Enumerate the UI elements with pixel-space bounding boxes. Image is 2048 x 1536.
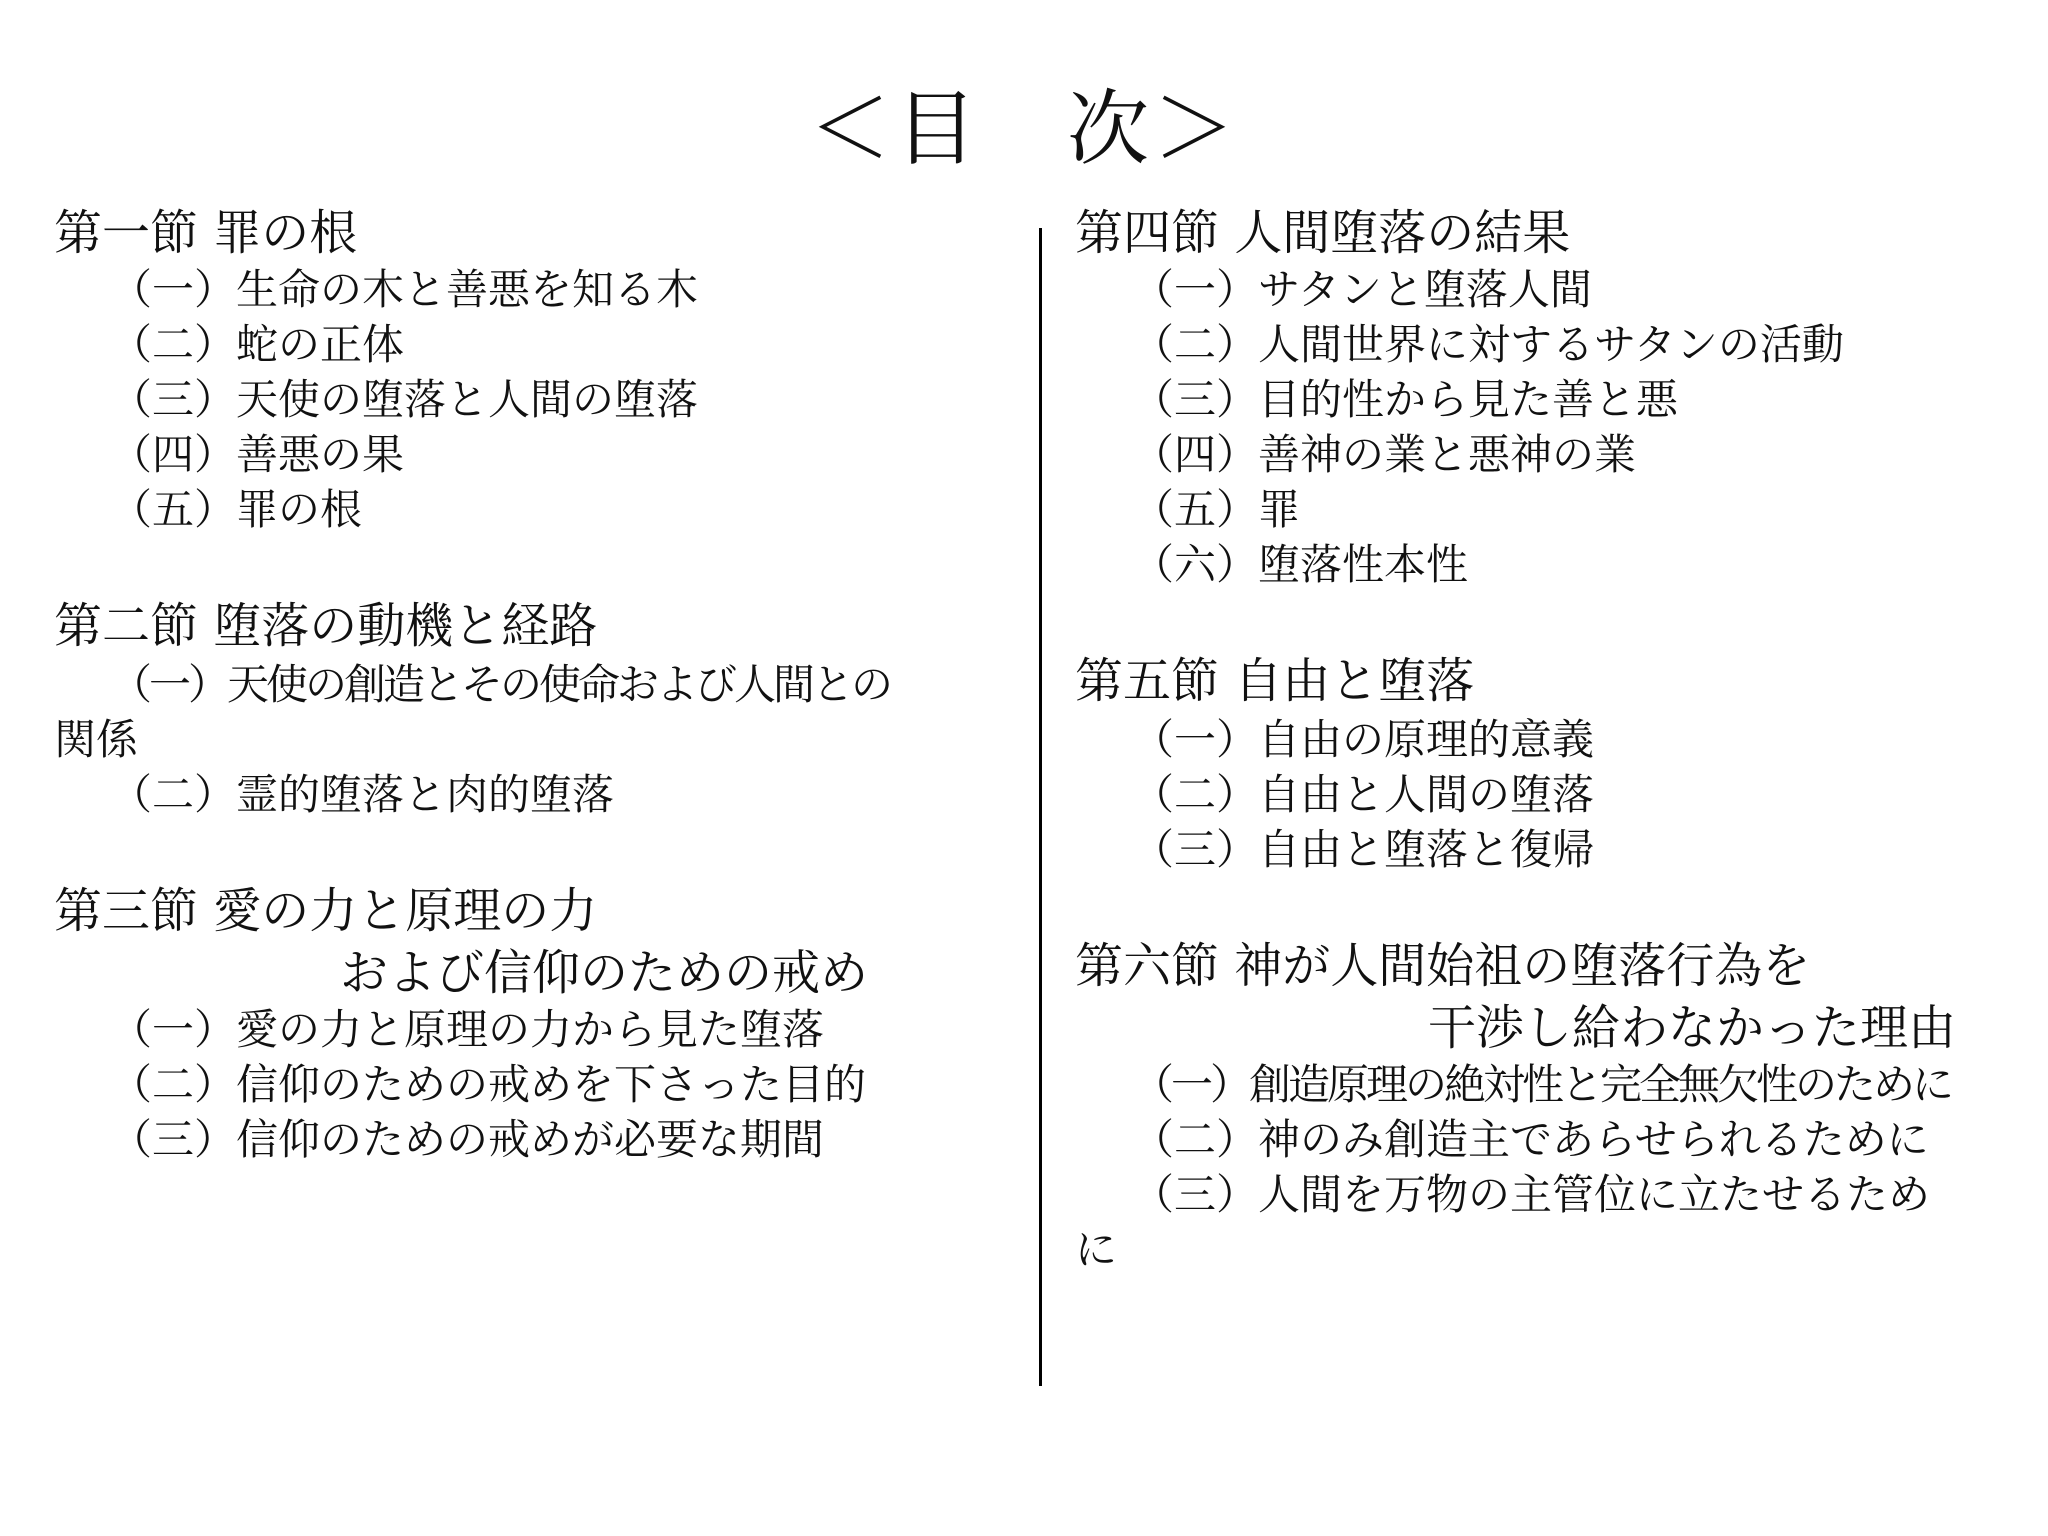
toc-item: （二）信仰のための戒めを下さった目的 (110, 1060, 867, 1109)
column-divider (1039, 228, 1042, 1386)
toc-item: （一）愛の力と原理の力から見た堕落 (110, 1005, 825, 1054)
toc-item: （二）人間世界に対するサタンの活動 (1132, 320, 1844, 369)
toc-item-continuation: に (1075, 1225, 1118, 1274)
toc-item: （六）堕落性本性 (1132, 540, 1469, 589)
section-heading-6-continuation: 干渉し給わなかった理由 (1428, 1000, 1957, 1056)
section-heading-6: 第六節 神が人間始祖の堕落行為を (1075, 938, 1811, 994)
section-heading-4: 第四節 人間堕落の結果 (1075, 205, 1571, 261)
toc-item: （三）天使の堕落と人間の堕落 (110, 375, 699, 424)
page-title: ＜目 次＞ (808, 82, 1239, 177)
toc-item: （五）罪 (1132, 485, 1301, 534)
toc-item: （四）善神の業と悪神の業 (1132, 430, 1637, 479)
section-heading-3-continuation: および信仰のための戒め (340, 945, 869, 1001)
section-heading-5: 第五節 自由と堕落 (1075, 653, 1475, 709)
toc-item: （一）生命の木と善悪を知る木 (110, 265, 699, 314)
toc-item: （二）神のみ創造主であらせられるために (1132, 1115, 1929, 1164)
toc-item: （一）自由の原理的意義 (1132, 715, 1595, 764)
toc-item: （二）自由と人間の堕落 (1132, 770, 1595, 819)
toc-item: （三）目的性から見た善と悪 (1132, 375, 1679, 424)
toc-item: （三）人間を万物の主管位に立たせるため (1132, 1170, 1931, 1219)
toc-item: （三）自由と堕落と復帰 (1132, 825, 1595, 874)
toc-item: （一）天使の創造とその使命および人間との (110, 660, 891, 709)
section-heading-3: 第三節 愛の力と原理の力 (54, 883, 598, 939)
toc-item: （三）信仰のための戒めが必要な期間 (110, 1115, 825, 1164)
toc-item: （二）蛇の正体 (110, 320, 405, 369)
toc-item: （五）罪の根 (110, 485, 363, 534)
toc-item: （二）霊的堕落と肉的堕落 (110, 770, 615, 819)
toc-item: （一）サタンと堕落人間 (1132, 265, 1592, 314)
toc-item: （四）善悪の果 (110, 430, 405, 479)
section-heading-2: 第二節 堕落の動機と経路 (54, 598, 598, 654)
toc-item: （一）創造原理の絶対性と完全無欠性のために (1132, 1060, 1952, 1109)
section-heading-1: 第一節 罪の根 (54, 205, 358, 261)
toc-item-continuation: 関係 (54, 715, 139, 764)
